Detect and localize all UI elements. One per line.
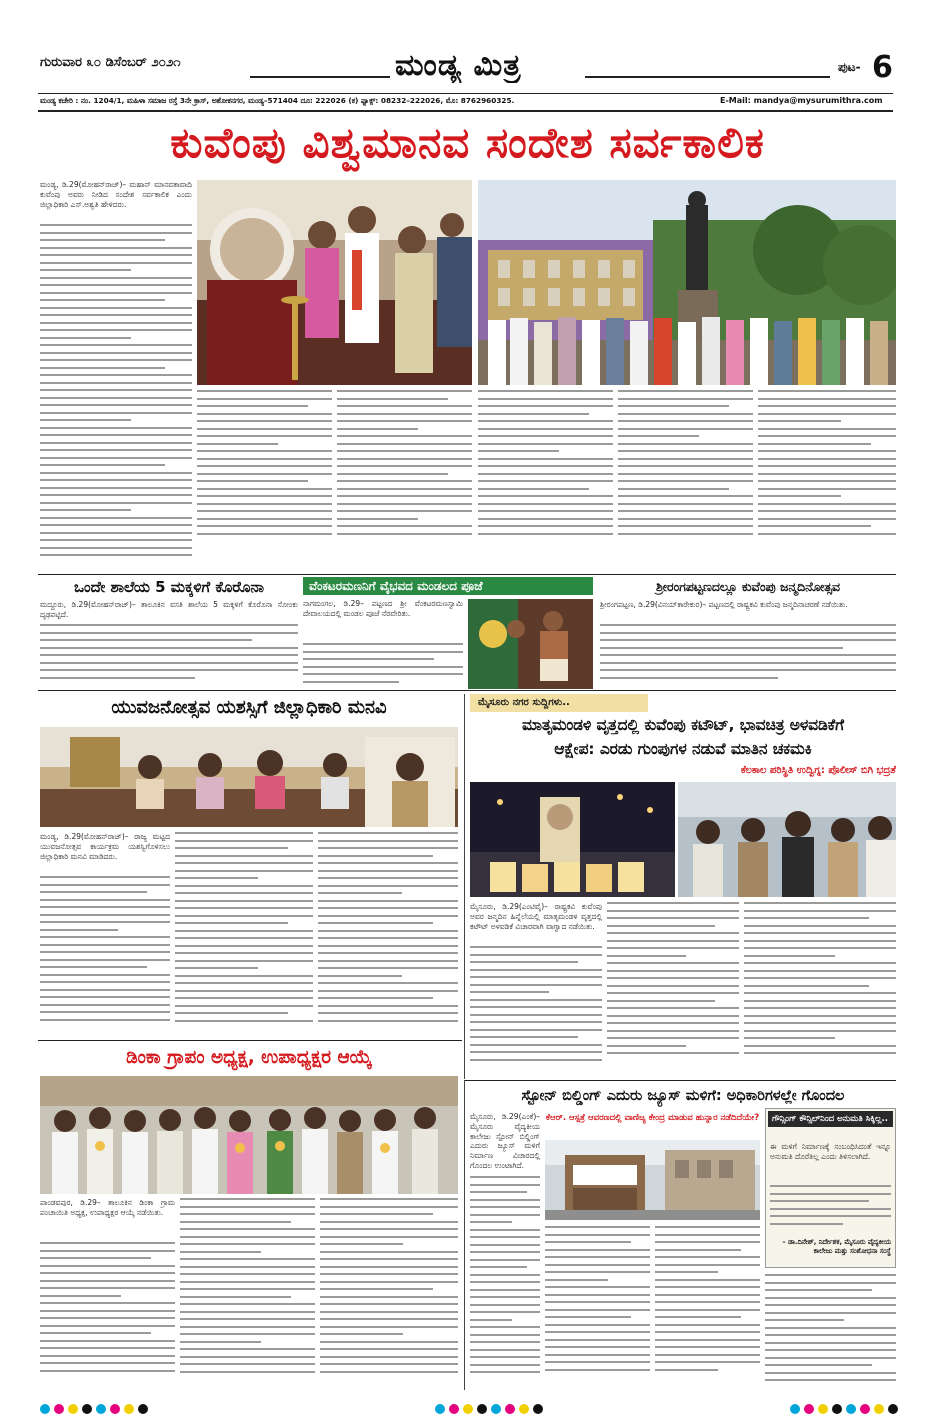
registration-dot — [40, 1404, 50, 1414]
yuvajana-photo — [40, 727, 458, 827]
registration-dot — [54, 1404, 64, 1414]
mysuru-photo-night-cutout — [470, 782, 675, 897]
registration-dot — [846, 1404, 856, 1414]
venkataramana-headline: ವೆಂಕಟರಮಣನಿಗೆ ವೈಭವದ ಮಂಡಲದ ಪೂಜೆ — [303, 577, 593, 595]
mysuru-news-label: ಮೈಸೂರು ನಗರ ಸುದ್ದಿಗಳು.. — [470, 694, 648, 712]
section-rule-2 — [38, 690, 896, 691]
registration-dot — [138, 1404, 148, 1414]
page-label: ಪುಟ- — [838, 60, 861, 74]
registration-dot — [96, 1404, 106, 1414]
lead-photo-statue-group — [478, 180, 896, 385]
mysuru-subhead: ಕೆಲಕಾಲ ಪರಿಸ್ಥಿತಿ ಉದ್ವಿಗ್ನ: ಪೊಲೀಸ್ ಬಿಗಿ ಭದ್ರತೆ — [740, 765, 896, 776]
section-rule-4 — [464, 1080, 896, 1081]
registration-marks-center — [435, 1404, 555, 1416]
masthead-date: ಗುರುವಾರ ೩೦ ಡಿಸೆಂಬರ್ ೨೦೨೧ — [40, 55, 181, 70]
lead-column-3 — [337, 390, 472, 572]
registration-dot — [491, 1404, 501, 1414]
office-email: E-Mail: mandya@mysurumithra.com — [720, 96, 883, 105]
lead-headline: ಕುವೆಂಪು ವಿಶ್ವಮಾನವ ಸಂದೇಶ ಸರ್ವಕಾಲಿಕ — [170, 118, 765, 167]
registration-dot — [505, 1404, 515, 1414]
mysuru-column-3 — [744, 902, 896, 1078]
dinka-column-1 — [40, 1242, 175, 1390]
stone-column-2 — [545, 1226, 650, 1390]
masthead-title: ಮಂಡ್ಯ ಮಿತ್ರ — [395, 48, 522, 83]
registration-dot — [860, 1404, 870, 1414]
registration-dot — [533, 1404, 543, 1414]
yuvajana-column-3 — [318, 832, 458, 1036]
masthead-rule-right — [585, 76, 830, 78]
corona-body: ಮದ್ದೂರು, ಡಿ.29(ಮೋಹನ್‌ರಾಜ್)– ತಾಲೂಕಿನ ವಸತಿ ಶಾಲೆಯ 5 ಮಕ್ಕಳಿಗೆ ಕೊರೊನಾ ಸೋಂಕು ದೃಢಪಟ್ಟಿದೆ. — [40, 600, 298, 619]
dinka-column-3 — [320, 1198, 458, 1390]
registration-dot — [463, 1404, 473, 1414]
venkataramana-columns — [303, 643, 463, 685]
yuvajana-headline: ಯುವಜನೋತ್ಸವ ಯಶಸ್ಸಿಗೆ ಜಿಲ್ಲಾಧಿಕಾರಿ ಮನವಿ — [111, 697, 387, 718]
stone-sidebar-body: ಈ ಮಳಿಗೆ ನಿರ್ಮಾಣಕ್ಕೆ ಸಂಬಂಧಿಸಿದಂತೆ ಇನ್ನೂ ಅನುಮತಿ ದೊರೆತಿಲ್ಲ ಎಂದು ತಿಳಿಸಲಾಗಿದೆ. — [770, 1142, 891, 1161]
registration-marks-left — [40, 1404, 160, 1416]
address-rule-top — [38, 93, 893, 94]
registration-dot — [68, 1404, 78, 1414]
registration-dot — [790, 1404, 800, 1414]
stone-headline: ಸ್ಟೋನ್ ಬಿಲ್ಡಿಂಗ್ ಎದುರು ಜ್ಯೂಸ್ ಮಳಿಗೆ: ಅಧಿಕಾರಿಗಳಲ್ಲೇ ಗೊಂದಲ — [521, 1088, 845, 1104]
lead-column-2 — [197, 390, 332, 572]
page-number: 6 — [872, 50, 893, 85]
registration-dot — [477, 1404, 487, 1414]
yuvajana-body: ಮಂಡ್ಯ, ಡಿ.29(ಮೋಹನ್‌ರಾಜ್)– ರಾಜ್ಯ ಮಟ್ಟದ ಯುವಜನೋತ್ಸವ ಕಾರ್ಯಕ್ರಮ ಯಶಸ್ವಿಗೊಳಿಸಲು ಜಿಲ್ಲಾಧಿಕಾರಿ ಮನವಿ ಮಾಡಿದರು. — [40, 832, 170, 861]
stone-column-4 — [765, 1274, 896, 1390]
stone-sidebar-signature: – ಡಾ.ದಿನೇಶ್, ನಿರ್ದೇಶಕ, ಮೈಸೂರು ವೈದ್ಯಕೀಯ ಕಾಲೇಜು ಮತ್ತು ಸಂಶೋಧನಾ ಸಂಸ್ಥೆ — [782, 1238, 891, 1255]
mysuru-column-1 — [470, 946, 602, 1078]
dinka-body: ಪಾಂಡವಪುರ, ಡಿ.29– ತಾಲೂಕಿನ ಡಿಂಕಾ ಗ್ರಾಮ ಪಂಚಾಯಿತಿ ಅಧ್ಯಕ್ಷ, ಉಪಾಧ್ಯಕ್ಷರ ಆಯ್ಕೆ ನಡೆಯಿತು. — [40, 1198, 175, 1217]
mysuru-headline-2: ಆಕ್ಷೇಪ: ಎರಡು ಗುಂಪುಗಳ ನಡುವೆ ಮಾತಿನ ಚಕಮಕಿ — [554, 740, 812, 758]
section-rule-3 — [38, 1040, 462, 1041]
dinka-headline: ಡಿಂಕಾ ಗ್ರಾಪಂ ಅಧ್ಯಕ್ಷ, ಉಪಾಧ್ಯಕ್ಷರ ಆಯ್ಕೆ — [126, 1047, 372, 1068]
lead-intro-text: ಮಂಡ್ಯ, ಡಿ.29(ಮೋಹನ್‌ರಾಜ್)– ಮಹಾನ್ ಮಾನವತಾವಾದಿ ಕುವೆಂಪು ಅವರು ನೀಡಿದ ಸಂದೇಶ ಸರ್ವಕಾಲಿಕ ಎಂದು ಜಿಲ್ಲಾಧಿಕಾರಿ ಎಸ್.ಅಶ್ವತಿ ಹೇಳಿದರು. — [40, 180, 192, 209]
stone-column-3 — [655, 1226, 760, 1390]
dinka-column-2 — [180, 1198, 315, 1390]
mysuru-photo-police-crowd — [678, 782, 896, 897]
mysuru-divider — [464, 694, 465, 1079]
corona-columns — [40, 624, 298, 684]
section-rule-1 — [38, 574, 896, 575]
mysuru-headline-1: ಮಾತೃಮಂಡಳಿ ವೃತ್ತದಲ್ಲಿ ಕುವೆಂಪು ಕಟೌಟ್, ಭಾವಚಿತ್ರ ಅಳವಡಿಕೆಗೆ — [521, 716, 845, 734]
stone-photo-juice-kiosk — [545, 1140, 760, 1220]
stone-divider — [464, 1080, 465, 1390]
registration-dot — [82, 1404, 92, 1414]
lead-column-5 — [618, 390, 753, 572]
office-address: ಮಂಡ್ಯ ಕಚೇರಿ : ನಂ. 1204/1, ಮಹಿಳಾ ಸಮಾಜ ರಸ್ತೆ 3ನೇ ಕ್ರಾಸ್, ಅಶೋಕನಗರ, ಮಂಡ್ಯ–571404 ದೂ: 222026 (ಕ) ಫ್ಯಾಕ್ಸ್: 08232–222026, ಮೊ: 8762960325. — [40, 96, 515, 105]
lead-column-1 — [40, 224, 192, 574]
registration-dot — [519, 1404, 529, 1414]
registration-dot — [888, 1404, 898, 1414]
corona-headline: ಒಂದೇ ಶಾಲೆಯ 5 ಮಕ್ಕಳಿಗೆ ಕೊರೊನಾ — [73, 578, 265, 596]
lead-column-6 — [758, 390, 896, 572]
srirangapatna-columns — [600, 624, 896, 686]
registration-dot — [449, 1404, 459, 1414]
registration-dot — [832, 1404, 842, 1414]
address-rule-bottom — [38, 110, 893, 112]
stone-column-1 — [470, 1176, 540, 1390]
registration-marks-right — [790, 1404, 910, 1416]
stone-sidebar-lines — [770, 1185, 891, 1237]
yuvajana-column-2 — [175, 832, 313, 1036]
venkataramana-body: ನಾಗಮಂಗಲ, ಡಿ.29– ಪಟ್ಟಣದ ಶ್ರೀ ವೆಂಕಟರಮಣಸ್ವಾಮಿ ದೇವಾಲಯದಲ್ಲಿ ಮಂಡಲ ಪೂಜೆ ನೆರವೇರಿತು. — [303, 599, 463, 618]
mysuru-body: ಮೈಸೂರು, ಡಿ.29(ಎಂಟಿವೈ)– ರಾಷ್ಟ್ರಕವಿ ಕುವೆಂಪು ಅವರ ಜನ್ಮದಿನ ಹಿನ್ನೆಲೆಯಲ್ಲಿ ಮಾತೃಮಂಡಳಿ ವೃತ್ತದಲ್ಲಿ ಕಟೌಟ್ ಅಳವಡಿಕೆ ವಿಚಾರವಾಗಿ ವಾಗ್ವಾದ ನಡೆಯಿತು. — [470, 902, 602, 931]
stone-strap: ಕೆಆರ್. ಆಸ್ಪತ್ರೆ ಆವರಣದಲ್ಲಿ ವಾಣಿಜ್ಯ ಕೇಂದ್ರ ಮಾಡುವ ಹುನ್ನಾರ ನಡೆದಿದೆಯೇ? — [545, 1113, 760, 1123]
registration-dot — [435, 1404, 445, 1414]
registration-dot — [818, 1404, 828, 1414]
stone-body: ಮೈಸೂರು, ಡಿ.29(ಎಂಕೆ)– ಮೈಸೂರು ವೈದ್ಯಕೀಯ ಕಾಲೇಜು ಸ್ಟೋನ್ ಬಿಲ್ಡಿಂಗ್ ಎದುರು ಜ್ಯೂಸ್ ಮಳಿಗೆ ನಿರ್ಮಾಣ ವಿಚಾರದಲ್ಲಿ ಗೊಂದಲ ಉಂಟಾಗಿದೆ. — [470, 1112, 540, 1170]
mysuru-column-2 — [607, 902, 739, 1078]
masthead-rule-left — [250, 76, 390, 78]
registration-dot — [804, 1404, 814, 1414]
stone-sidebar-title: ಗೌನ್ಸಿಂಗ್ ಕೌನ್ಸಿಲ್‌ನಿಂದ ಅನುಮತಿ ಸಿಕ್ಕಿಲ್ಲ.. — [768, 1111, 893, 1127]
lead-column-4 — [478, 390, 613, 572]
lead-photo-lamp-lighting — [197, 180, 472, 385]
yuvajana-column-1 — [40, 876, 170, 1036]
registration-dot — [110, 1404, 120, 1414]
dinka-photo — [40, 1076, 458, 1194]
registration-dot — [874, 1404, 884, 1414]
registration-dot — [124, 1404, 134, 1414]
venkataramana-photo — [468, 599, 593, 689]
srirangapatna-headline: ಶ್ರೀರಂಗಪಟ್ಟಣದಲ್ಲೂ ಕುವೆಂಪು ಜನ್ಮದಿನೋತ್ಸವ — [655, 579, 841, 594]
srirangapatna-body: ಶ್ರೀರಂಗಪಟ್ಟಣ, ಡಿ.29(ವಿನಯ್‌ಕಾರೇಕುರ)– ಪಟ್ಟಣದಲ್ಲಿ ರಾಷ್ಟ್ರಕವಿ ಕುವೆಂಪು ಜನ್ಮದಿನಾಚರಣೆ ನಡೆಯಿತು. — [600, 600, 848, 609]
